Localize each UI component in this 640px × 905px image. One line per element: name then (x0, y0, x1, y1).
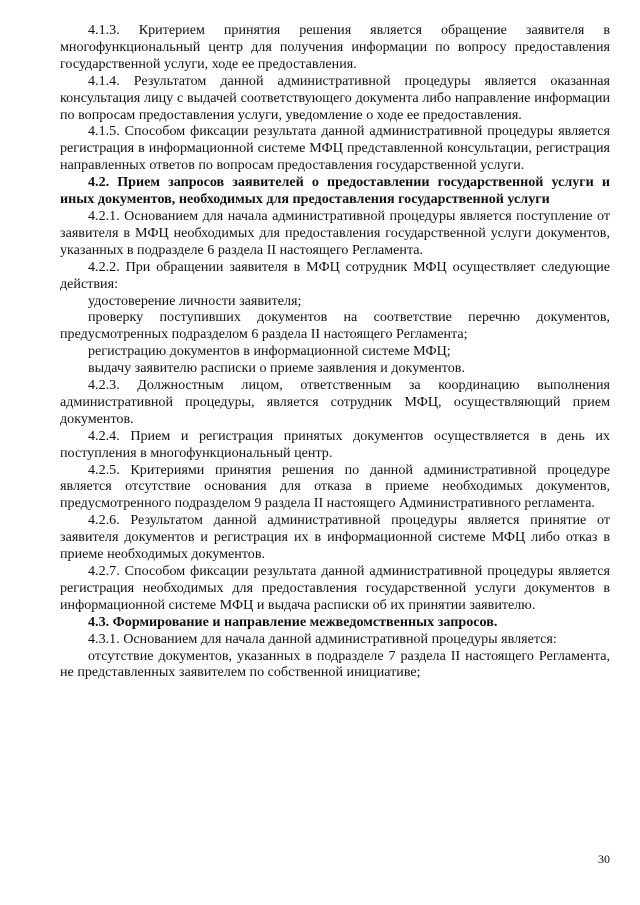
list-item-identity: удостоверение личности заявителя; (88, 292, 302, 309)
paragraph-4-2-4: 4.2.4. Прием и регистрация принятых документов осуществляется в день их поступления в многофункциональный центр. (60, 427, 610, 461)
list-item-registration: регистрацию документов в информационной системе МФЦ; (88, 343, 451, 360)
paragraph-4-2-5: 4.2.5. Критериями принятия решения по данной административной процедуре является отсутствие основания для отказа в приеме необходимых документов, предусмотренного подразделом 9 раздела II настоящего Административного регламента. (60, 461, 610, 512)
paragraph-4-2-2: 4.2.2. При обращении заявителя в МФЦ сотрудник МФЦ осуществляет следующие действия: (60, 258, 610, 292)
paragraph-4-1-3: 4.1.3. Критерием принятия решения является обращение заявителя в многофункциональный центр для получения информации по вопросу предоставления государственной услуги, ходе ее предоставления. (60, 22, 610, 72)
list-item-check-documents: проверку поступивших документов на соответствие перечню документов, предусмотренных подразделом 6 раздела II настоящего Регламента; (60, 309, 610, 343)
section-heading-4-2: 4.2. Прием запросов заявителей о предоставлении государственной услуги и иных документов, необходимых для предоставления государственной услуги (60, 174, 610, 208)
paragraph-4-1-5: 4.1.5. Способом фиксации результата данной административной процедуры является регистрация в информационной системе МФЦ представленной консультации, регистрация направленных ответов по вопросам предоставления государственной услуги. (60, 123, 610, 174)
paragraph-4-2-6: 4.2.6. Результатом данной административной процедуры является принятие от заявителя документов и регистрация их в информационной системе МФЦ либо отказ в приеме необходимых документов. (60, 512, 610, 563)
document-body (60, 22, 610, 681)
list-item-receipt: выдачу заявителю расписки о приеме заявления и документов. (88, 360, 465, 377)
paragraph-4-1-4: 4.1.4. Результатом данной административной процедуры является оказанная консультация лицу с выдачей соответствующего документа либо направление информации по вопросам предоставления услуги, уведомление о ходе ее предоставления. (60, 72, 610, 123)
page-number: 30 (598, 852, 610, 866)
list-item-missing-documents: отсутствие документов, указанных в подразделе 7 раздела II настоящего Регламента, не представленных заявителем по собственной инициативе; (60, 647, 610, 681)
paragraph-4-3-1: 4.3.1. Основанием для начала данной административной процедуры является: (88, 630, 557, 647)
section-heading-4-3: 4.3. Формирование и направление межведомственных запросов. (88, 613, 498, 630)
paragraph-4-2-1: 4.2.1. Основанием для начала административной процедуры является поступление от заявителя в МФЦ необходимых для предоставления государственной услуги документов, указанных в подразделе 6 раздела II настоящего Регламента. (60, 207, 610, 258)
paragraph-4-2-3: 4.2.3. Должностным лицом, ответственным за координацию выполнения административной процедуры, является сотрудник МФЦ, осуществляющий прием документов. (60, 377, 610, 427)
paragraph-4-2-7: 4.2.7. Способом фиксации результата данной административной процедуры является регистрация необходимых для предоставления государственной услуги документов в информационной системе МФЦ и выдача расписки об их принятии заявителю. (60, 563, 610, 613)
